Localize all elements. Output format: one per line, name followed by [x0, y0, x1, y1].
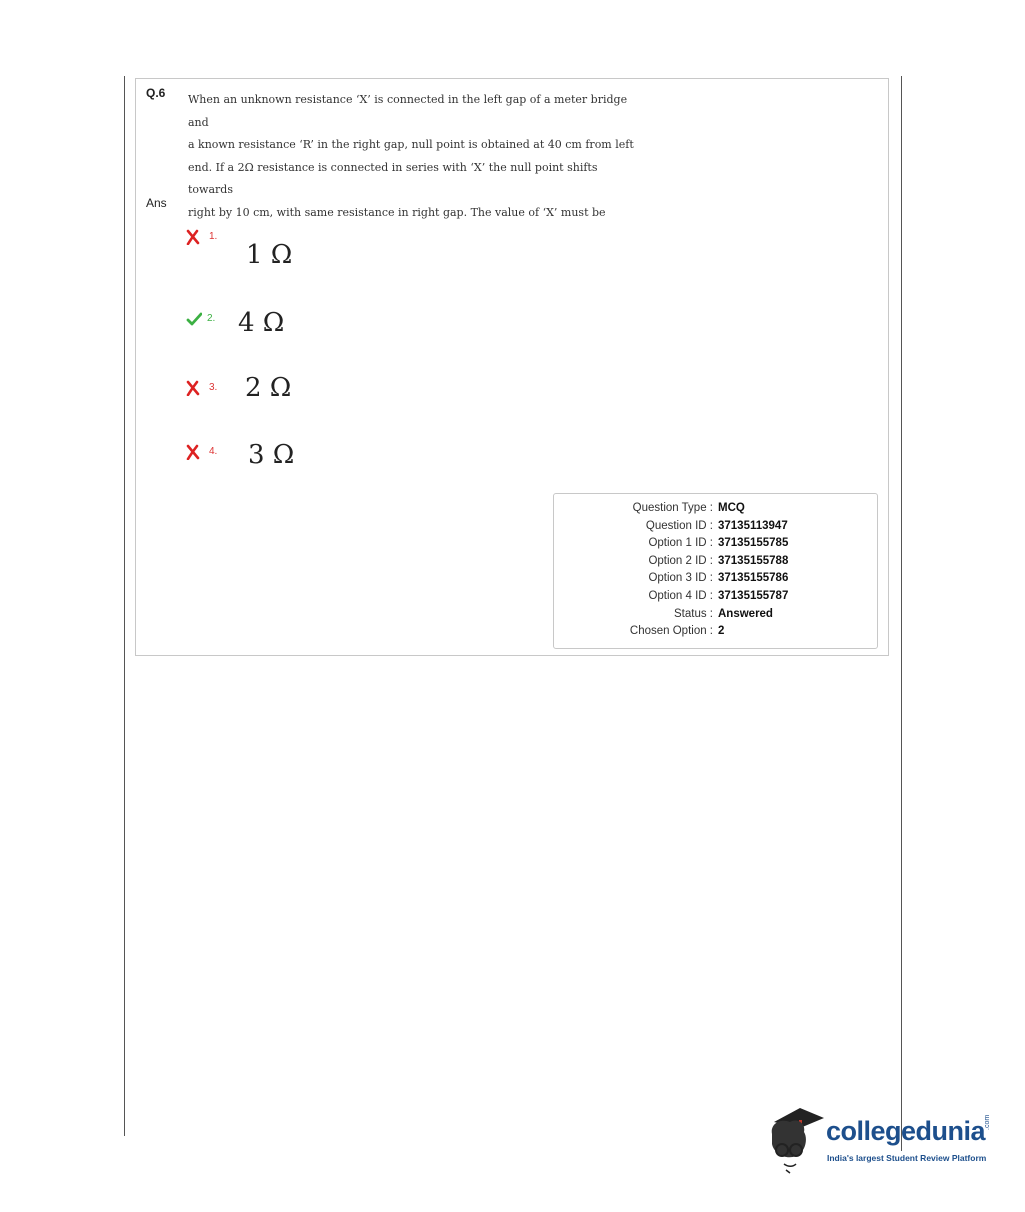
option-value: 3 Ω	[248, 440, 295, 470]
info-question-type: Question Type : MCQ	[632, 502, 745, 514]
option-number: 4.	[209, 446, 218, 457]
mascot-icon	[766, 1104, 826, 1174]
info-question-id: Question ID : 37135113947	[645, 520, 788, 532]
option-number: 3.	[209, 382, 218, 393]
info-option3-id: Option 3 ID : 37135155786	[648, 572, 789, 584]
logo-tagline: India's largest Student Review Platform	[827, 1153, 987, 1163]
info-status: Status : Answered	[674, 608, 773, 620]
check-icon	[186, 311, 202, 327]
question-text: When an unknown resistance ‘X’ is connected in the left gap of a meter bridge and a known resistance ‘R’ in the right gap, null point is obtained at 40 cm from left end. If a 2Ω resistance is connected in series with ‘X’ the null point shifts towards right by 10 cm, with same resistance in right gap. The value of ‘X’ must be	[188, 93, 634, 219]
option-number: 2.	[207, 313, 216, 324]
answer-label: Ans	[146, 196, 167, 210]
info-option2-id: Option 2 ID : 37135155788	[648, 555, 789, 567]
option-value: 4 Ω	[238, 308, 285, 338]
cross-icon	[185, 444, 201, 460]
question-number: Q.6	[146, 86, 166, 100]
left-margin-line	[124, 76, 125, 1136]
logo-com: .com	[984, 1114, 991, 1130]
collegedunia-logo	[766, 1104, 996, 1174]
info-chosen-option: Chosen Option : 2	[629, 625, 725, 637]
logo-wordmark: collegedunia	[826, 1116, 986, 1146]
option-value: 1 Ω	[246, 240, 293, 270]
option-value: 2 Ω	[245, 373, 292, 403]
info-option1-id: Option 1 ID : 37135155785	[648, 537, 789, 549]
cross-icon	[185, 229, 201, 245]
cross-icon	[185, 380, 201, 396]
right-margin-line	[901, 76, 902, 1151]
option-number: 1.	[209, 231, 218, 242]
info-option4-id: Option 4 ID : 37135155787	[648, 590, 789, 602]
